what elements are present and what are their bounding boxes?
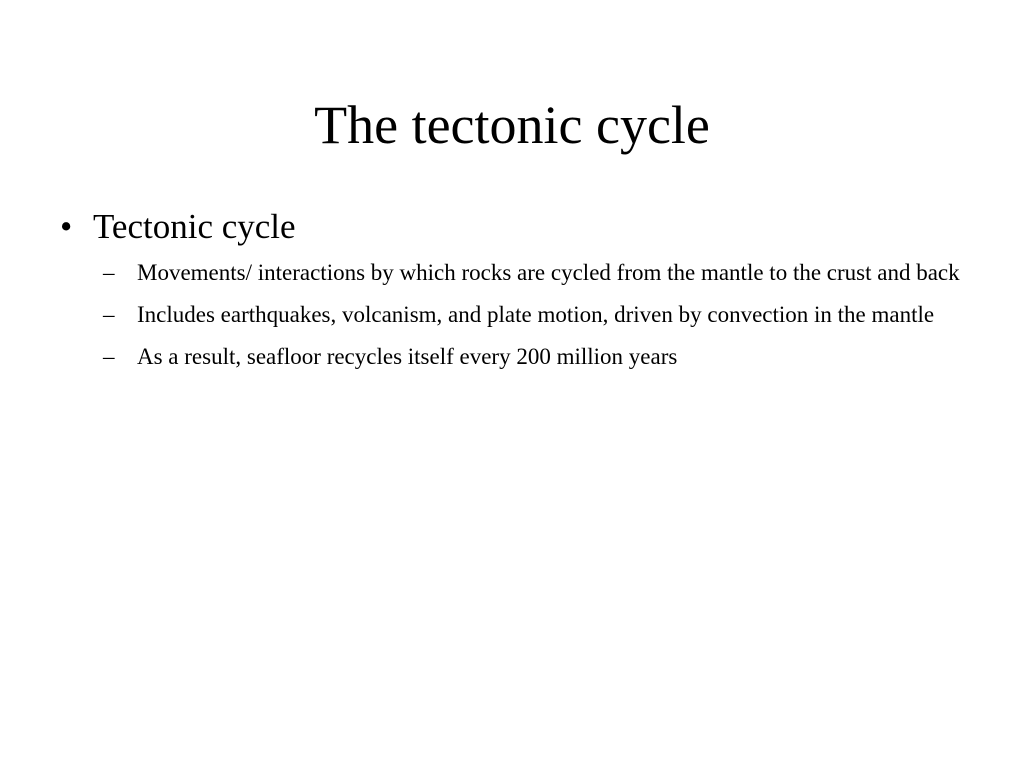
slide-body <box>60 204 960 382</box>
bullet-item <box>60 204 960 250</box>
bullet-text: Tectonic cycle <box>93 207 296 246</box>
dash-marker: – <box>103 344 115 369</box>
sub-bullet-text: Includes earthquakes, volcanism, and plate motion, driven by convection in the mantle <box>137 302 935 327</box>
slide-title: The tectonic cycle <box>314 95 710 155</box>
sub-bullet-item <box>60 340 960 373</box>
dash-marker: – <box>103 260 115 285</box>
sub-bullet-list <box>60 256 960 373</box>
sub-bullet-item <box>60 298 960 331</box>
sub-bullet-text: As a result, seafloor recycles itself every 200 million years <box>137 344 678 369</box>
sub-bullet-text: Movements/ interactions by which rocks are cycled from the mantle to the crust and back <box>137 260 960 285</box>
sub-bullet-item <box>60 256 960 289</box>
bullet-marker: • <box>60 207 73 246</box>
dash-marker: – <box>103 302 115 327</box>
